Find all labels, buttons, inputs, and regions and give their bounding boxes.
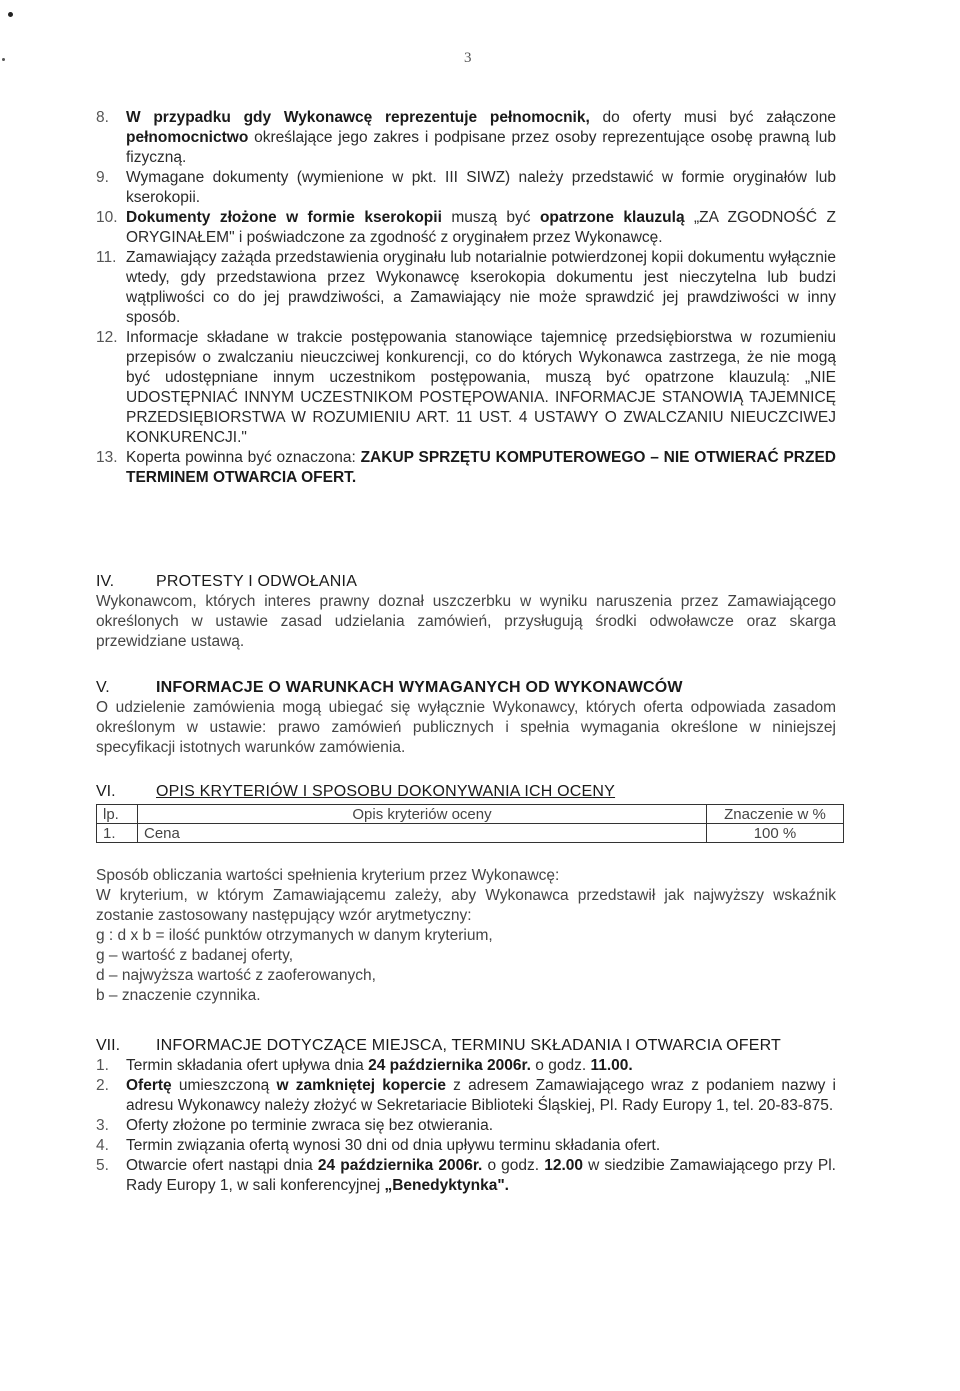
section-submission [96, 1036, 836, 1196]
list-item [96, 208, 836, 248]
text-run: Wymagane dokumenty (wymienione w pkt. III SIWZ) należy przedstawić w formie oryginałów lub kserokopii. [126, 169, 836, 206]
bold-text: Ofertę [126, 1077, 172, 1094]
section-text: O udzielenie zamówienia mogą ubiegać się wyłącznie Wykonawcy, których oferta odpowiada zasadom określonym w ustawie: prawo zamówień publicznych i spełnia wymagania określone w niniejszej specyfikacji istotnych warunków zamówienia. [96, 699, 836, 756]
text-line: d – najwyższa wartość z zaoferowanych, [96, 967, 376, 984]
text-run: Informacje składane w trakcie postępowania stanowiące tajemnicę przedsiębiorstwa w rozumieniu przepisów o zwalczaniu nieuczciwej konkurencji, co do których Wykonawca zastrzega, że nie mogą być udostępniane innym uczestnikom postępowania, muszą być opatrzone klauzulą: „NIE UDOSTĘPNIAĆ INNYM UCZESTNIKOM POSTĘPOWANIA. INFORMACJE STANOWIĄ TAJEMNICĘ PRZEDSIĘBIORSTWA W ROZUMIENIU ART. 11 UST. 4 USTAWY O ZWALCZANIU NIEUCZCIWEJ KONKURENCJI." [126, 329, 836, 446]
list-item [96, 448, 836, 488]
item-text [126, 1056, 836, 1076]
item-text [126, 208, 836, 248]
section-heading [96, 782, 836, 802]
section-number: VI. [96, 783, 116, 800]
text-run: Termin składania ofert upływa dnia [126, 1057, 369, 1074]
table-header-row [97, 805, 844, 824]
bold-text: opatrzone klauzulą [539, 209, 685, 226]
list-item [96, 1116, 836, 1136]
list-item [96, 108, 836, 168]
instructions-list [96, 108, 836, 488]
bold-text: Dokumenty złożone w formie kserokopii [126, 209, 442, 226]
item-text [126, 108, 836, 168]
item-text [126, 1156, 836, 1196]
table-cell: Cena [138, 824, 707, 843]
text-run: z adresem Zamawiającego wraz z podaniem nazwy i adresu Wykonawcy należy złożyć w Sekretariacie Biblioteki Śląskiej, Pl. Rady Europy 1, tel. 20-83-875. [126, 1077, 836, 1114]
section-title: INFORMACJE O WARUNKACH WYMAGANYCH OD WYKONAWCÓW [156, 679, 683, 696]
item-number: 12. [96, 329, 118, 346]
text-run: Koperta powinna być oznaczona: [126, 449, 361, 466]
scan-mark [2, 58, 5, 61]
text-line: Sposób obliczania wartości spełnienia kryterium przez Wykonawcę: [96, 867, 560, 884]
item-number: 4. [96, 1137, 109, 1154]
item-text [126, 1116, 836, 1136]
list-item [96, 1056, 836, 1076]
text-run: muszą być [441, 209, 540, 226]
text-line: b – znaczenie czynnika. [96, 987, 261, 1004]
text-run: Zamawiający zażąda przedstawienia oryginału lub notarialnie potwierdzonej kopii dokumentu wyłącznie wtedy, gdy przedstawiona przez Wykonawcę kserokopia dokumentu jest nieczytelna lub budzi wątpliwości co do jej prawdziwości, a Zamawiający nie może sprawdzić jej prawdziwości w inny sposób. [126, 249, 836, 326]
text-run: do oferty musi być załączone [589, 109, 836, 126]
bold-text: pełnomocnictwo [126, 129, 249, 146]
text-run: Otwarcie ofert nastąpi dnia [126, 1157, 318, 1174]
bold-text: 11.00. [590, 1057, 633, 1074]
list-item [96, 248, 836, 328]
table-row [97, 824, 844, 843]
table-cell: 100 % [707, 824, 844, 843]
item-text [126, 168, 836, 208]
bold-text: 24 października 2006r. [317, 1157, 483, 1174]
text-line: W kryterium, w którym Zamawiającemu zależy, aby Wykonawca przedstawił jak najwyższy wskaźnik zostanie zastosowany następujący wzór arytmetyczny: [96, 887, 836, 924]
table-header-cell: Opis kryteriów oceny [138, 805, 707, 824]
text-run: w siedzibie Zamawiającego przy Pl. Rady Europy 1, w sali konferencyjnej [126, 1157, 836, 1194]
text-run: Termin związania ofertą wynosi 30 dni od dnia upływu terminu składania ofert. [126, 1137, 661, 1154]
section-title: OPIS KRYTERIÓW I SPOSOBU DOKONYWANIA ICH OCENY [156, 783, 616, 800]
table-header-cell: Znaczenie w % [707, 805, 844, 824]
text-run: umieszczoną [171, 1077, 277, 1094]
item-number: 9. [96, 169, 109, 186]
list-item [96, 328, 836, 448]
bold-text: 12.00 [544, 1157, 584, 1174]
item-number: 2. [96, 1077, 109, 1094]
section-title: INFORMACJE DOTYCZĄCE MIEJSCA, TERMINU SKŁADANIA I OTWARCIA OFERT [156, 1037, 782, 1054]
text-line: g – wartość z badanej oferty, [96, 947, 294, 964]
item-number: 3. [96, 1117, 109, 1134]
item-text [126, 248, 836, 328]
list-item [96, 1076, 836, 1116]
section-number: IV. [96, 573, 115, 590]
list-item [96, 1156, 836, 1196]
section-heading [96, 1036, 836, 1056]
bold-text: W przypadku gdy Wykonawcę reprezentuje pełnomocnik, [126, 109, 590, 126]
page-number: 3 [464, 50, 472, 66]
criteria-description [96, 866, 836, 1006]
item-text [126, 448, 836, 488]
section-number: V. [96, 679, 110, 696]
bold-text: ZAKUP SPRZĘTU KOMPUTEROWEGO – NIE OTWIERAĆ PRZED TERMINEM OTWARCIA OFERT. [126, 449, 836, 486]
section-title: PROTESTY I ODWOŁANIA [156, 573, 358, 590]
item-number: 11. [96, 249, 117, 266]
table-header-cell: lp. [97, 805, 138, 824]
text-run: o godz. [530, 1057, 591, 1074]
section-heading [96, 572, 836, 592]
list-item [96, 168, 836, 208]
text-run: Oferty złożone po terminie zwraca się bez otwierania. [126, 1117, 493, 1134]
text-line: g : d x b = ilość punktów otrzymanych w danym kryterium, [96, 927, 493, 944]
table-cell: 1. [97, 824, 138, 843]
section-number: VII. [96, 1037, 121, 1054]
item-number: 1. [96, 1057, 109, 1074]
item-text [126, 1136, 836, 1156]
bold-text: w zamkniętej kopercie [276, 1077, 446, 1094]
section-text: Wykonawcom, których interes prawny doznał uszczerbku w wyniku naruszenia przez Zamawiającego określonych w ustawie zasad udzielania zamówień, przysługują środki odwoławcze oraz skarga przewidziane ustawą. [96, 593, 836, 650]
text-run: określające jego zakres i podpisane przez osoby reprezentujące osobę prawną lub fizyczną. [126, 129, 836, 166]
item-number: 10. [96, 209, 118, 226]
section-protests [96, 572, 836, 652]
list-item [96, 1136, 836, 1156]
bold-text: „Benedyktynka". [384, 1177, 509, 1194]
bold-text: 24 października 2006r. [368, 1057, 531, 1074]
section-criteria [96, 782, 836, 802]
section-heading [96, 678, 836, 698]
item-number: 5. [96, 1157, 109, 1174]
item-text [126, 1076, 836, 1116]
text-run: o godz. [482, 1157, 545, 1174]
scan-mark [8, 12, 13, 17]
criteria-table [96, 804, 844, 843]
item-number: 8. [96, 109, 109, 126]
item-number: 13. [96, 449, 118, 466]
item-text [126, 328, 836, 448]
text-run: „ZA ZGODNOŚĆ Z ORYGINAŁEM" i poświadczone za zgodność z oryginałem przez Wykonawcę. [126, 209, 836, 246]
section-requirements [96, 678, 836, 758]
